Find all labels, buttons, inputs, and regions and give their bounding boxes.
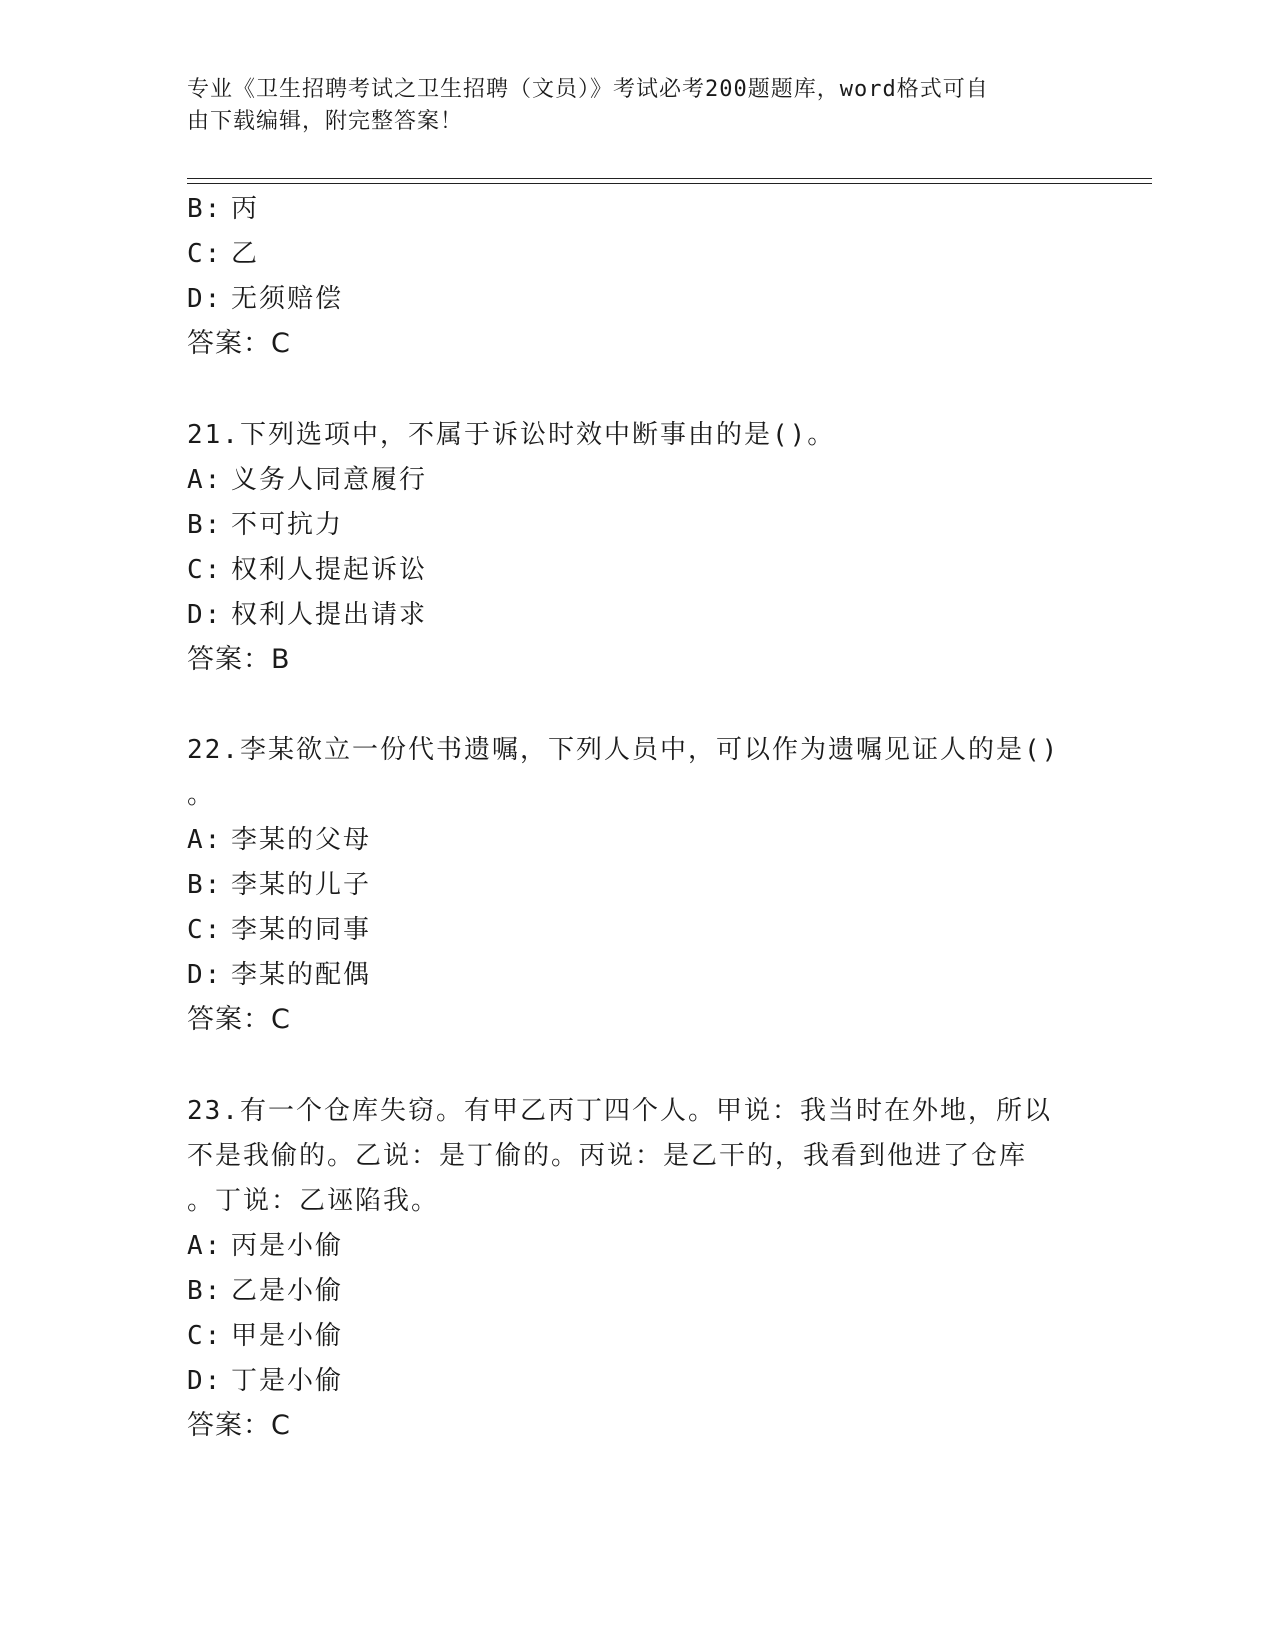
q23-stem-line-1: 23.有一个仓库失窃。有甲乙丙丁四个人。甲说：我当时在外地，所以 — [187, 1096, 1052, 1126]
option-label: A: — [187, 465, 223, 495]
prev-option-c — [187, 237, 259, 271]
q21-option-c — [187, 553, 427, 587]
q23-option-b — [187, 1274, 343, 1308]
option-label: B: — [187, 510, 223, 540]
option-label: D: — [187, 600, 223, 630]
q21-option-a — [187, 463, 427, 497]
header-line-1: 专业《卫生招聘考试之卫生招聘（文员）》考试必考200题题库，word格式可自 — [187, 77, 989, 102]
option-text: 李某的配偶 — [231, 960, 372, 990]
option-text: 权利人提出请求 — [231, 600, 428, 630]
q22-option-d — [187, 958, 371, 992]
q22-stem-line-2: 。 — [187, 780, 216, 810]
q22-stem-line-1: 22.李某欲立一份代书遗嘱，下列人员中，可以作为遗嘱见证人的是() — [187, 735, 1060, 765]
option-text: 乙 — [231, 239, 260, 269]
option-text: 无须赔偿 — [231, 284, 344, 314]
prev-answer: 答案：C — [187, 328, 291, 359]
q21-answer: 答案：B — [187, 644, 291, 675]
q22-option-b — [187, 868, 371, 902]
header-line-2: 由下载编辑，附完整答案！ — [187, 109, 464, 134]
option-text: 甲是小偷 — [231, 1321, 344, 1351]
option-label: D: — [187, 960, 223, 990]
option-label: D: — [187, 1366, 223, 1396]
option-label: C: — [187, 915, 223, 945]
option-label: B: — [187, 194, 223, 224]
q22-option-c — [187, 913, 371, 947]
option-label: C: — [187, 1321, 223, 1351]
option-text: 李某的父母 — [231, 825, 372, 855]
q23-stem-line-3: 。丁说：乙诬陷我。 — [187, 1186, 440, 1216]
prev-option-b — [187, 192, 259, 226]
document-header — [187, 74, 1067, 138]
option-text: 乙是小偷 — [231, 1276, 344, 1306]
option-text: 权利人提起诉讼 — [231, 555, 428, 585]
option-text: 李某的同事 — [231, 915, 372, 945]
q23-option-a — [187, 1229, 343, 1263]
q21-option-b — [187, 508, 343, 542]
option-text: 李某的儿子 — [231, 870, 372, 900]
q23-option-c — [187, 1319, 343, 1353]
option-label: A: — [187, 825, 223, 855]
header-rule-top — [187, 178, 1152, 179]
q21-option-d — [187, 598, 427, 632]
option-label: C: — [187, 555, 223, 585]
q22-option-a — [187, 823, 371, 857]
option-label: D: — [187, 284, 223, 314]
prev-option-d — [187, 282, 343, 316]
option-text: 不可抗力 — [231, 510, 344, 540]
q23-answer: 答案：C — [187, 1410, 291, 1441]
option-text: 丙 — [231, 194, 260, 224]
header-rule-bottom — [187, 183, 1152, 184]
option-text: 丙是小偷 — [231, 1231, 344, 1261]
option-label: A: — [187, 1231, 223, 1261]
option-label: B: — [187, 870, 223, 900]
q22-answer: 答案：C — [187, 1004, 291, 1035]
q23-stem-line-2: 不是我偷的。乙说：是丁偷的。丙说：是乙干的，我看到他进了仓库 — [187, 1141, 1028, 1171]
q21-stem: 21.下列选项中，不属于诉讼时效中断事由的是()。 — [187, 420, 836, 450]
option-label: C: — [187, 239, 223, 269]
q23-option-d — [187, 1364, 343, 1398]
option-label: B: — [187, 1276, 223, 1306]
option-text: 丁是小偷 — [231, 1366, 344, 1396]
option-text: 义务人同意履行 — [231, 465, 428, 495]
